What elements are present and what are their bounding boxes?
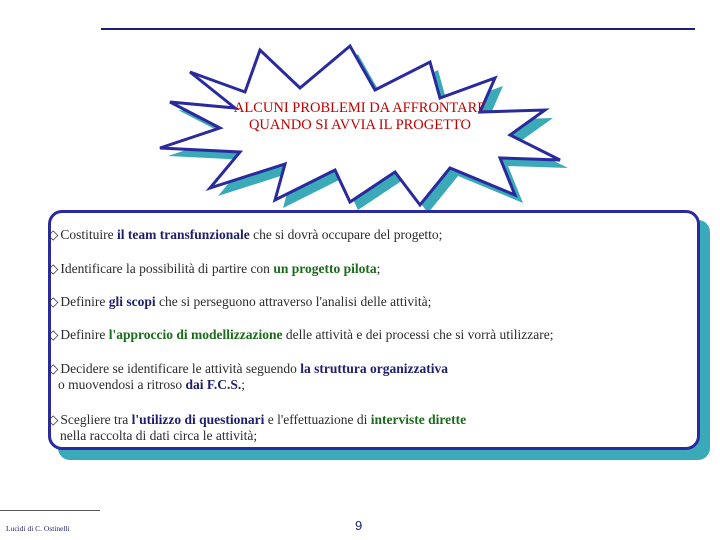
diamond-icon: ◇ <box>48 261 59 276</box>
banner-title-line2: QUANDO SI AVVIA IL PROGETTO <box>248 117 472 133</box>
diamond-icon: ◇ <box>48 327 59 342</box>
diamond-icon: ◇ <box>48 227 59 242</box>
banner-title-line1: ALCUNI PROBLEMI DA AFFRONTARE <box>233 100 487 116</box>
footer-author: Lucidi di C. Ostinelli <box>6 524 70 533</box>
list-item: ◇ Definire gli scopi che si perseguono attraverso l'analisi delle attività; <box>48 294 432 309</box>
list-item: ◇ Identificare la possibilità di partire con un progetto pilota; <box>48 261 381 276</box>
diamond-icon: ◇ <box>48 412 59 427</box>
page-number: 9 <box>355 518 363 533</box>
banner-title <box>200 100 520 134</box>
list-item: ◇ Decidere se identificare le attività seguendo la struttura organizzativa o muovendosi a ritroso dai F.C.S.; <box>48 361 449 392</box>
diamond-icon: ◇ <box>48 294 59 309</box>
list-item: ◇ Definire l'approccio di modellizzazione delle attività e dei processi che si vorrà utilizzare; <box>48 327 554 342</box>
top-rule <box>101 28 695 30</box>
diamond-icon: ◇ <box>48 361 59 376</box>
list-item: ◇ Costituire il team transfunzionale che si dovrà occupare del progetto; <box>48 227 443 242</box>
list-item: ◇ Scegliere tra l'utilizzo di questionari e l'effettuazione di interviste dirette nella raccolta di dati circa le attività; <box>48 412 467 443</box>
footer-divider <box>0 510 100 511</box>
